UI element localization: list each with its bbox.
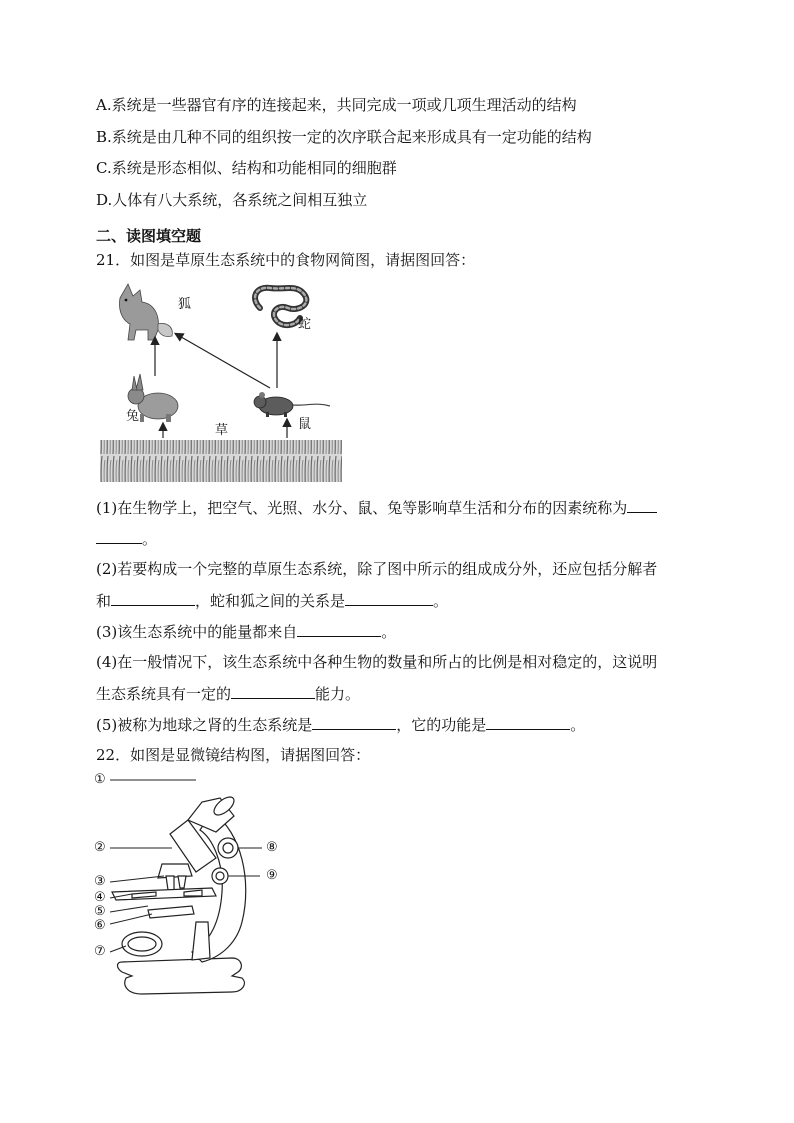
microscope-label-1: ① [94,772,106,787]
q21-part2-relation: ，蛇和狐之间的关系是 [195,592,346,610]
q21-part5-function: ，它的功能是 [396,716,487,734]
microscope-label-5: ⑤ [94,904,106,919]
q21-part2-and: 和 [96,592,112,610]
q21-part3 [96,621,396,642]
label-fox: 狐 [178,297,192,312]
q21-part4-line2 [96,683,360,704]
answer-blank[interactable] [345,590,433,606]
answer-blank[interactable] [231,683,315,699]
section-heading: 二、读图填空题 [96,227,202,245]
q21-part3-text: (3)该生态系统中的能量都来自 [96,623,298,641]
q21-part5-text: (5)被称为地球之肾的生态系统是 [96,716,313,734]
arrow-mouse-fox [176,334,270,388]
label-grass: 草 [215,423,229,438]
q21-stem: 21．如图是草原生态系统中的食物网简图，请据图回答： [96,251,476,269]
mouse-icon [254,392,330,417]
microscope-label-7: ⑦ [94,944,106,959]
q21-part2-end: 。 [433,592,449,610]
food-web-drawing [100,278,342,483]
option-b: B.系统是由几种不同的组织按一定的次序联合起来形成具有一定功能的结构 [96,128,592,146]
answer-blank[interactable] [486,714,570,730]
answer-blank[interactable] [111,590,195,606]
option-d: D.人体有八大系统，各系统之间相互独立 [96,191,368,209]
q21-part1-line2 [96,528,157,549]
microscope-label-6: ⑥ [94,918,106,933]
q21-part1-text: (1)在生物学上，把空气、光照、水分、鼠、兔等影响草生活和分布的因素统称为 [96,499,628,517]
answer-blank[interactable] [96,528,142,544]
answer-blank[interactable] [297,621,381,637]
answer-blank[interactable] [627,497,657,513]
q21-part5 [96,714,585,735]
microscope-drawing [92,772,292,1002]
answer-blank[interactable] [312,714,396,730]
q21-part2-line2 [96,590,448,611]
q22-stem: 22．如图是显微镜结构图，请据图回答： [96,746,371,764]
label-rabbit: 兔 [126,409,140,424]
microscope-base [118,958,245,994]
fox-icon [119,284,172,340]
q21-part4-line1: (4)在一般情况下，该生态系统中各种生物的数量和所占的比例是相对稳定的，这说明 [96,653,658,671]
microscope-label-9: ⑨ [266,868,278,883]
label-snake: 蛇 [298,317,312,332]
q21-part3-end: 。 [381,623,397,641]
q21-part2-line1: (2)若要构成一个完整的草原生态系统，除了图中所示的组成成分外，还应包括分解者 [96,560,658,578]
q21-part1-line1 [96,497,657,518]
q21-part4-end: 能力。 [315,685,361,703]
food-web-figure [100,278,342,483]
grass-icon [100,440,342,482]
microscope-figure [92,772,292,1002]
q21-part5-end: 。 [570,716,586,734]
label-mouse: 鼠 [298,417,312,432]
q21-part4-text: 生态系统具有一定的 [96,685,232,703]
microscope-label-3: ③ [94,874,106,889]
option-c: C.系统是形态相似、结构和功能相同的细胞群 [96,159,397,177]
q21-part1-end: 。 [142,530,158,548]
option-a: A.系统是一些器官有序的连接起来，共同完成一项或几项生理活动的结构 [96,96,577,114]
microscope-label-4: ④ [94,890,106,905]
microscope-label-2: ② [94,840,106,855]
microscope-label-8: ⑧ [266,840,278,855]
